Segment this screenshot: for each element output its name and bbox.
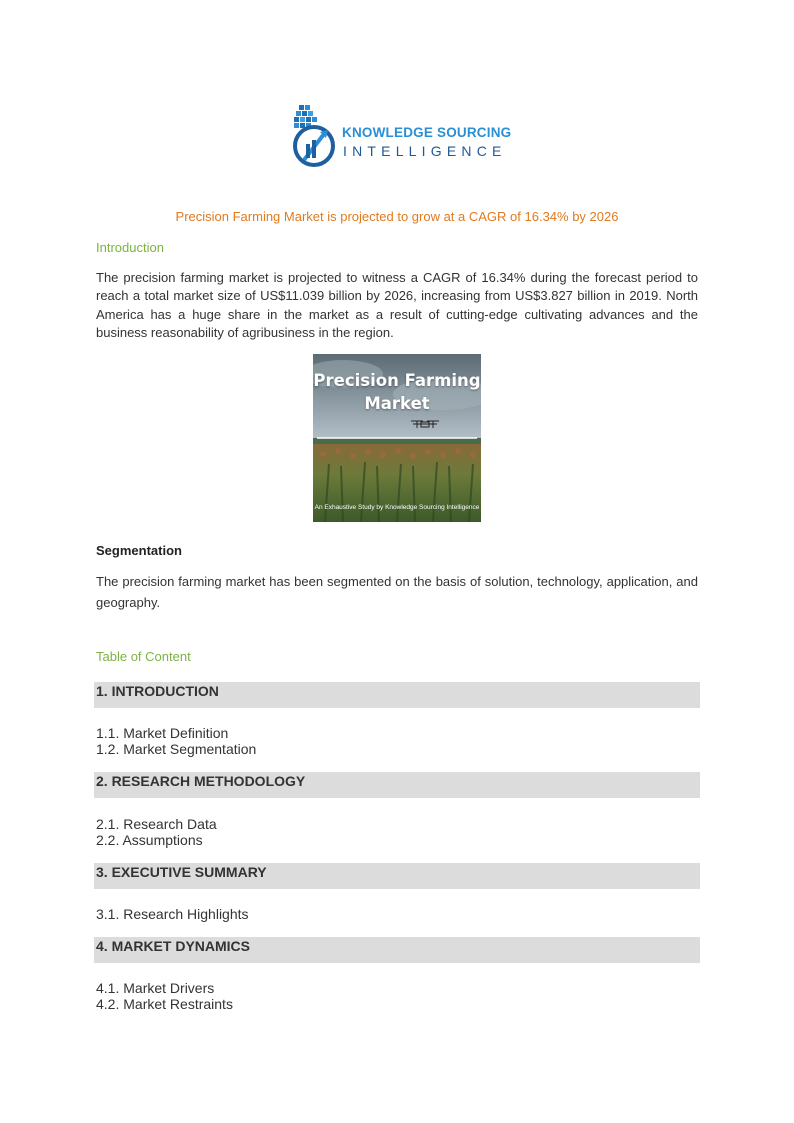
introduction-paragraph: The precision farming market is projected to witness a CAGR of 16.34% during the forecast period to reach a total market size of US$11.039 billion by 2026, increasing from US$3.827 billion in 2019. North America has a huge share in the market as a result of cutting-edge cultivating advances and the business reasonability of agribusiness in the region. — [96, 270, 698, 340]
logo-text-line2: INTELLIGENCE — [343, 143, 507, 159]
company-logo — [290, 104, 510, 168]
document-title: Precision Farming Market is projected to grow at a CAGR of 16.34% by 2026 — [175, 209, 619, 224]
toc-section-title: 2. RESEARCH METHODOLOGY — [96, 773, 306, 789]
logo-icon — [290, 104, 342, 168]
logo-text-line1: KNOWLEDGE SOURCING — [342, 125, 512, 140]
toc-section-market-dynamics — [94, 937, 700, 963]
toc-item-assumptions: 2.2. Assumptions — [96, 832, 203, 848]
toc-item-market-definition: 1.1. Market Definition — [96, 725, 229, 741]
toc-item-research-highlights: 3.1. Research Highlights — [96, 906, 249, 922]
cover-subtitle: An Exhaustive Study by Knowledge Sourcing Intelligence — [314, 504, 480, 511]
segmentation-paragraph: The precision farming market has been segmented on the basis of solution, technology, application, and geography. — [96, 574, 698, 610]
cover-title-line2: Market — [364, 394, 430, 413]
cover-title-line1: Precision Farming — [313, 371, 481, 390]
toc-section-introduction — [94, 682, 700, 708]
toc-section-title: 1. INTRODUCTION — [96, 683, 219, 699]
toc-section-executive-summary — [94, 863, 700, 889]
toc-item-research-data: 2.1. Research Data — [96, 816, 217, 832]
toc-heading: Table of Content — [96, 649, 191, 664]
toc-section-title: 3. EXECUTIVE SUMMARY — [96, 864, 267, 880]
toc-section-title: 4. MARKET DYNAMICS — [96, 938, 251, 954]
toc-item-market-segmentation: 1.2. Market Segmentation — [96, 741, 257, 757]
introduction-heading: Introduction — [96, 240, 164, 255]
toc-item-market-drivers: 4.1. Market Drivers — [96, 980, 215, 996]
segmentation-heading: Segmentation — [96, 543, 182, 558]
report-cover-image — [313, 354, 481, 522]
cover-title — [313, 369, 481, 415]
toc-section-research-methodology — [94, 772, 700, 798]
toc-item-market-restraints: 4.2. Market Restraints — [96, 996, 233, 1012]
